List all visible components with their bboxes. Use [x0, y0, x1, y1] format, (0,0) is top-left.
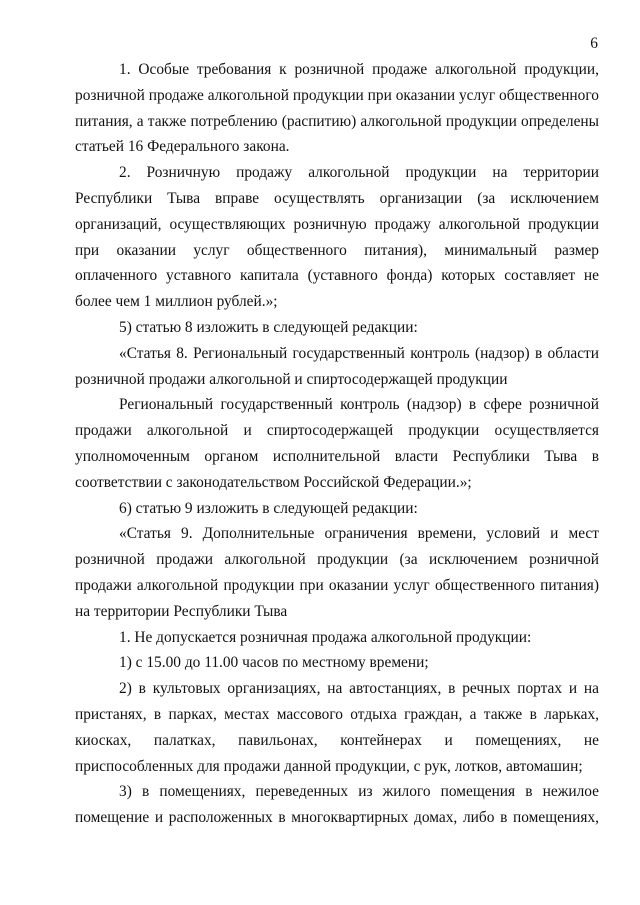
- text-line: 1. Особые требования к розничной продаже алкогольной продукции,: [119, 61, 599, 78]
- text-line: питания, а также потреблению (распитию) алкогольной продукции определены: [75, 112, 599, 130]
- text-line: 2. Розничную продажу алкогольной продукции на территории: [119, 164, 599, 182]
- text-line: розничной продажи алкогольной продукции (за исключением розничной: [75, 551, 599, 569]
- text-line: помещение и расположенных в многоквартирных домах, либо в помещениях,: [75, 809, 599, 827]
- text-line: приспособленных для продажи данной продукции, с рук, лотков, автомашин;: [75, 757, 583, 775]
- document-body: [75, 57, 599, 831]
- text-line: статьей 16 Федерального закона.: [75, 138, 290, 156]
- text-line: 1) с 15.00 до 11.00 часов по местному времени;: [119, 654, 429, 672]
- text-line: продажи алкогольной продукции при оказании услуг общественного питания): [75, 576, 599, 594]
- text-line: 6) статью 9 изложить в следующей редакции:: [119, 499, 418, 517]
- text-line: организаций, осуществляющих розничную продажу алкогольной продукции: [75, 215, 599, 233]
- text-line: пристанях, в парках, местах массового отдыха граждан, а также в ларьках,: [75, 705, 599, 723]
- text-line: 5) статью 8 изложить в следующей редакции:: [119, 318, 418, 336]
- text-line: Региональный государственный контроль (надзор) в сфере розничной: [119, 396, 599, 414]
- text-line: продажи алкогольной и спиртосодержащей продукции осуществляется: [75, 422, 599, 440]
- text-line: киосках, палатках, павильонах, контейнерах и помещениях, не: [75, 731, 599, 749]
- text-line: 1. Не допускается розничная продажа алкогольной продукции:: [119, 628, 532, 646]
- text-line: уполномоченным органом исполнительной власти Республики Тыва в: [75, 447, 599, 465]
- text-line: 2) в культовых организациях, на автостанциях, в речных портах и на: [119, 680, 599, 698]
- text-line: 3) в помещениях, переведенных из жилого помещения в нежилое: [119, 783, 599, 801]
- text-line: более чем 1 миллион рублей.»;: [75, 293, 278, 311]
- text-line: розничной продажи алкогольной и спиртосодержащей продукции: [75, 370, 508, 388]
- text-line: «Статья 9. Дополнительные ограничения времени, условий и мест: [119, 525, 599, 543]
- page-number: 6: [590, 35, 598, 52]
- text-line: при оказании услуг общественного питания), минимальный размер: [75, 241, 599, 259]
- text-line: на территории Республики Тыва: [75, 602, 288, 620]
- text-line: «Статья 8. Региональный государственный контроль (надзор) в области: [119, 344, 599, 362]
- text-line: соответствии с законодательством Российской Федерации.»;: [75, 473, 472, 491]
- text-line: розничной продаже алкогольной продукции при оказании услуг общественного: [75, 86, 599, 104]
- text-line: оплаченного уставного капитала (уставного фонда) которых составляет не: [75, 267, 599, 285]
- text-line: Республики Тыва вправе осуществлять организации (за исключением: [75, 189, 599, 207]
